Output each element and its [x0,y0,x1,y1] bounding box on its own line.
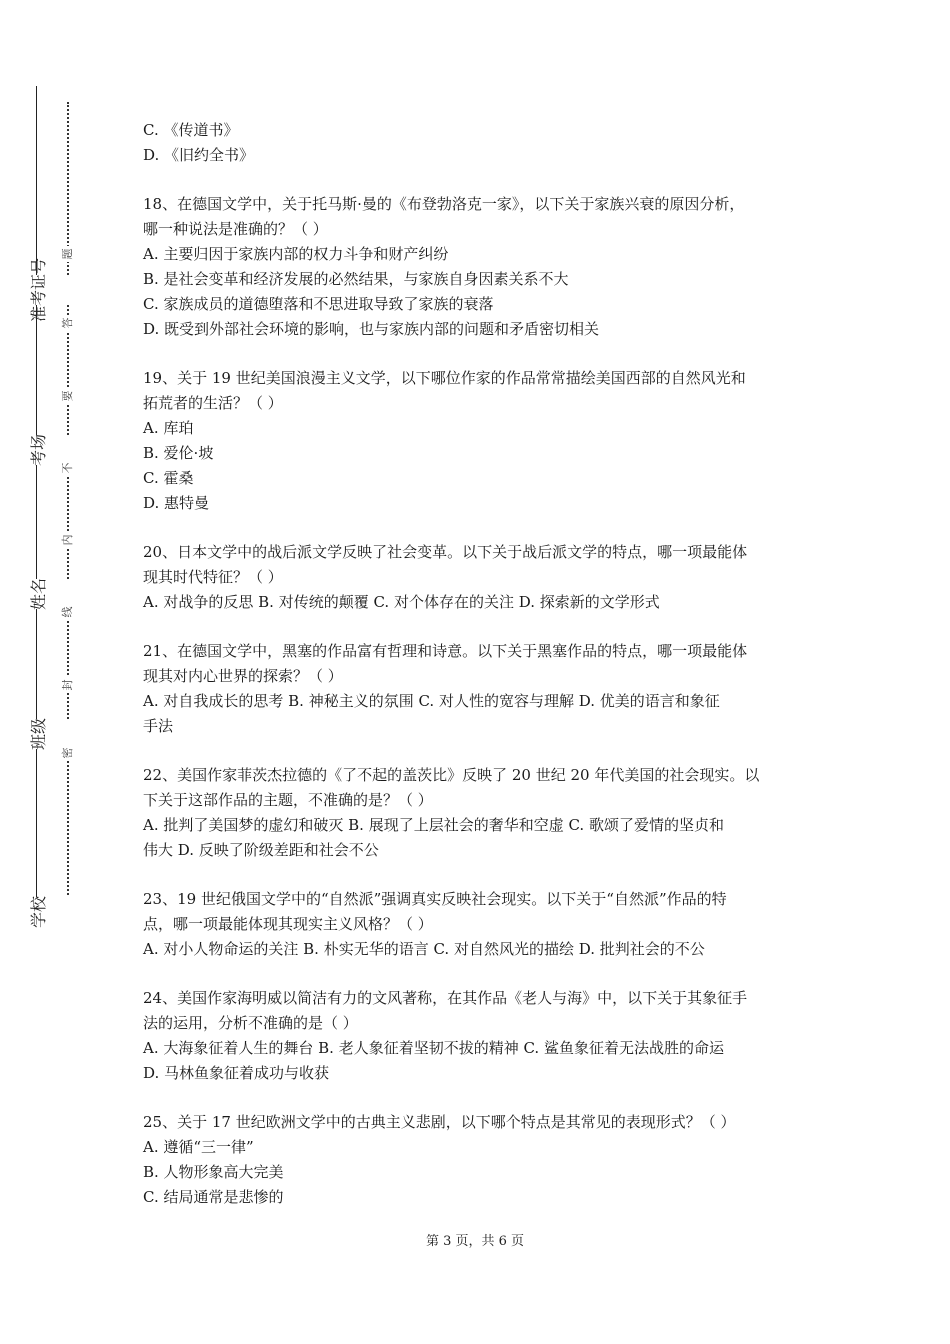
field-label-school: 学校 [5,897,69,927]
question-18 [143,192,823,342]
seal-char: 密 [59,745,75,761]
question-20 [143,540,823,615]
option: C. 结局通常是悲惨的 [143,1188,284,1206]
option: D. 既受到外部社会环境的影响，也与家族内部的问题和矛盾密切相关 [143,320,600,338]
question-stem: 哪一种说法是准确的？（ ） [143,220,328,238]
question-25 [143,1110,823,1210]
page-footer: 第 3 页，共 6 页 [425,1234,525,1249]
option: C. 《传道书》 [143,121,239,139]
option: A. 遵循“三一律” [143,1138,254,1156]
question-stem: 23、19 世纪俄国文学中的“自然派”强调真实反映社会现实。以下关于“自然派”作品的特 [143,890,727,908]
option: 伟大 D. 反映了阶级差距和社会不公 [143,841,379,859]
question-22 [143,763,823,863]
option: A. 对战争的反思 B. 对传统的颠覆 C. 对个体存在的关注 D. 探索新的文学形式 [143,593,660,611]
question-stem: 25、关于 17 世纪欧洲文学中的古典主义悲剧，以下哪个特点是其常见的表现形式？（ ） [143,1113,736,1131]
prev-question-options [143,118,823,168]
option: A. 对小人物命运的关注 B. 朴实无华的语言 C. 对自然风光的描绘 D. 批判社会的不公 [143,940,705,958]
question-stem: 现其时代特征？（ ） [143,568,283,586]
question-content [143,118,823,1234]
question-stem: 20、日本文学中的战后派文学反映了社会变革。以下关于战后派文学的特点，哪一项最能体 [143,543,748,561]
field-label-class: 班级 [5,719,69,749]
seal-char: 封 [59,677,75,693]
question-stem: 拓荒者的生活？（ ） [143,394,283,412]
seal-char: 内 [59,532,75,548]
question-stem: 21、在德国文学中，黑塞的作品富有哲理和诗意。以下关于黑塞作品的特点，哪一项最能体 [143,642,748,660]
seal-char: 答 [59,315,75,331]
question-stem: 现其对内心世界的探索？（ ） [143,667,343,685]
seal-char: 要 [59,388,75,404]
option: B. 是社会变革和经济发展的必然结果，与家族自身因素关系不大 [143,270,569,288]
option: A. 主要归因于家族内部的权力斗争和财产纠纷 [143,245,449,263]
seal-char: 线 [59,604,75,620]
question-21 [143,639,823,739]
question-stem: 24、美国作家海明威以简洁有力的文风著称，在其作品《老人与海》中，以下关于其象征手 [143,989,748,1007]
seal-char: 题 [59,246,75,262]
question-23 [143,887,823,962]
option: D. 惠特曼 [143,494,210,512]
field-label-exam-number: 准考证号 [5,275,69,305]
binding-solid-line [36,86,37,916]
option: 手法 [143,717,174,735]
question-24 [143,986,823,1086]
option: A. 库珀 [143,419,194,437]
seal-dotted-line [67,102,69,910]
option: A. 对自我成长的思考 B. 神秘主义的氛围 C. 对人性的宽容与理解 D. 优美的语言和象征 [143,692,720,710]
option: D. 马林鱼象征着成功与收获 [143,1064,330,1082]
option: B. 爱伦·坡 [143,444,214,462]
question-19 [143,366,823,516]
question-stem: 下关于这部作品的主题，不准确的是？（ ） [143,791,433,809]
question-stem: 点，哪一项最能体现其现实主义风格？（ ） [143,915,433,933]
question-stem: 19、关于 19 世纪美国浪漫主义文学，以下哪位作家的作品常常描绘美国西部的自然风光和 [143,369,746,387]
field-label-name: 姓名 [5,579,69,609]
option: D. 《旧约全书》 [143,146,255,164]
field-label-exam-room: 考场 [5,435,69,465]
question-stem: 22、美国作家菲茨杰拉德的《了不起的盖茨比》反映了 20 世纪 20 年代美国的社会现实。以 [143,766,760,784]
option: A. 大海象征着人生的舞台 B. 老人象征着坚韧不拔的精神 C. 鲨鱼象征着无法战胜的命运 [143,1039,724,1057]
binding-margin [0,0,110,1344]
option: C. 霍桑 [143,469,194,487]
option: C. 家族成员的道德堕落和不思进取导致了家族的衰落 [143,295,494,313]
option: B. 人物形象高大完美 [143,1163,284,1181]
question-stem: 18、在德国文学中，关于托马斯·曼的《布登勃洛克一家》，以下关于家族兴衰的原因分析， [143,195,745,213]
seal-char: 不 [59,460,75,476]
question-stem: 法的运用，分析不准确的是（ ） [143,1014,358,1032]
option: A. 批判了美国梦的虚幻和破灭 B. 展现了上层社会的奢华和空虚 C. 歌颂了爱情的坚贞和 [143,816,724,834]
